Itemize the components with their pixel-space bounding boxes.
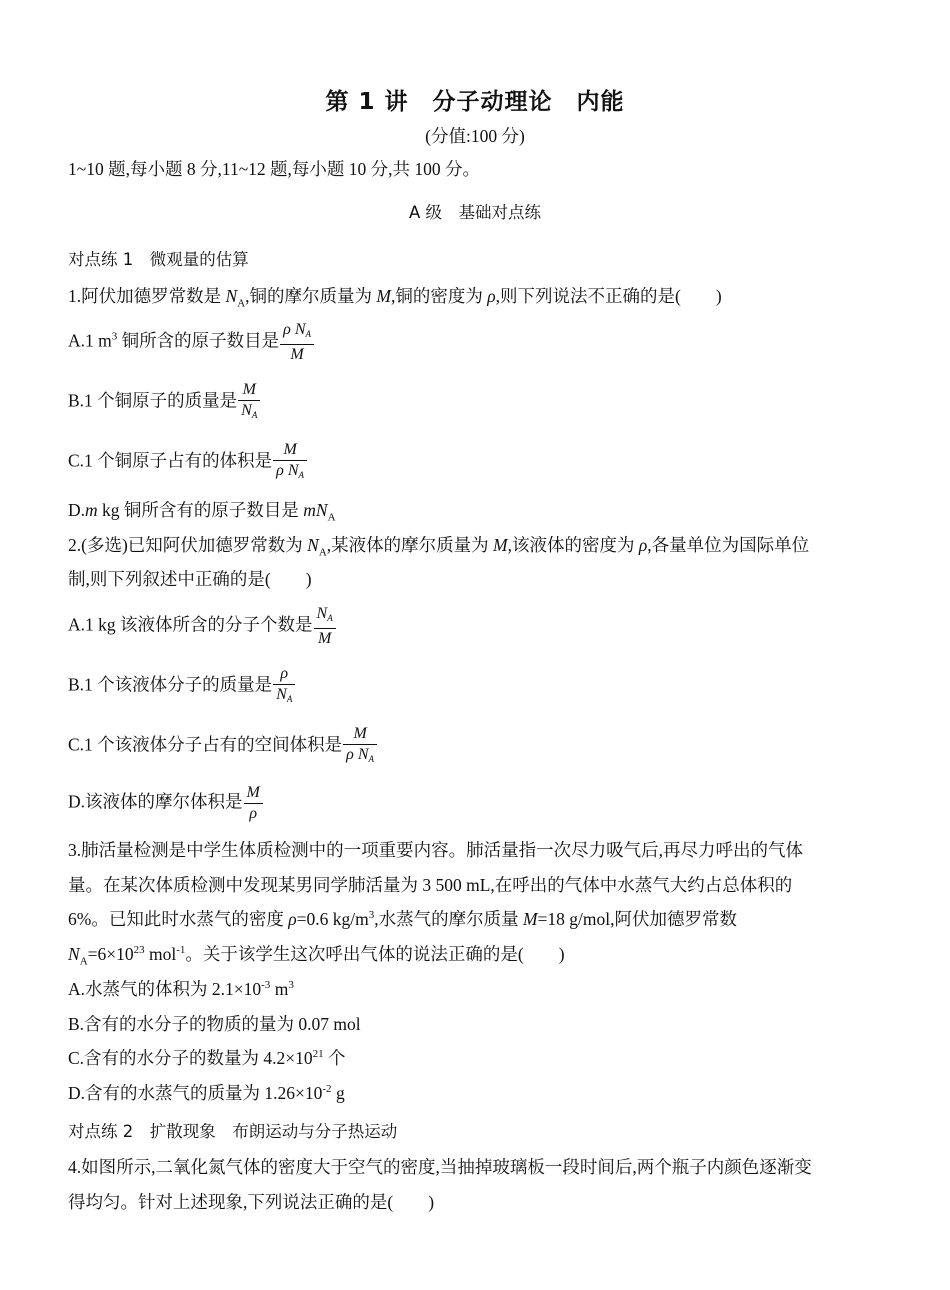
q4-line2: 得均匀。针对上述现象,下列说法正确的是( ) — [68, 1192, 435, 1212]
q1-option-b: B.1 个铜原子的质量是 $\frac{M}{NA}$ — [68, 380, 882, 425]
fraction: $\frac{M}{\text{ρ NA}}$ — [273, 440, 307, 485]
q3-line1: 3.肺活量检测是中学生体质检测中的一项重要内容。肺活量指一次尽力吸气后,再尽力呼出的气体 — [68, 840, 803, 860]
section-heading-2: 对点练 2 扩散现象 布朗运动与分子热运动 — [68, 1122, 398, 1141]
q3-line2: 量。在某次体质检测中发现某男同学肺活量为 3 500 mL,在呼出的气体中水蒸气大约占总体积的 — [68, 875, 793, 895]
fraction: $\frac{\rho}{NA}$ — [273, 664, 295, 709]
q2-option-c: C.1 个该液体分子占有的空间体积是 $\frac{M}{\text{ρ NA}}$ — [68, 724, 882, 769]
q2-option-a: A.1 kg 该液体所含的分子个数是 $\frac{NA}{M}$ — [68, 604, 882, 649]
q3-option-d: D.含有的水蒸气的质量为 $1.26\times 10^{-2}$ g — [68, 1083, 345, 1103]
q4-line1: 4.如图所示,二氧化氮气体的密度大于空气的密度,当抽掉玻璃板一段时间后,两个瓶子内颜色逐渐变 — [68, 1157, 812, 1177]
q2-stem-line2: 制,则下列叙述中正确的是( ) — [68, 569, 312, 589]
q2-option-d: D.该液体的摩尔体积是 $\frac{M}{\rho}$ — [68, 783, 882, 824]
fraction: $\frac{NA}{M}$ — [314, 604, 336, 649]
fraction: $\frac{M}{NA}$ — [238, 380, 260, 425]
score-note: (分值:100 分) — [425, 126, 525, 146]
level-heading: A 级 基础对点练 — [408, 203, 542, 222]
q3-line3: 6%。已知此时水蒸气的密度 ρ=0.6 $kg/m^3$,水蒸气的摩尔质量 M=18 g/mol,阿伏加德罗常数 — [68, 909, 737, 929]
q2-stem-line1: 2.(多选)已知阿伏加德罗常数为 $N_A$,某液体的摩尔质量为 M,该液体的密度为 ρ,各量单位为国际单位 — [68, 535, 810, 559]
fraction: $\frac{M}{\text{ρ NA}}$ — [343, 724, 377, 769]
q1-option-d: D.m kg 铜所含有的原子数目是 $mN_A$ — [68, 500, 336, 524]
fraction: $\frac{\text{ρ NA}}{M}$ — [280, 320, 314, 365]
q1-stem: 1.阿伏加德罗常数是 $N_A$,铜的摩尔质量为 M,铜的密度为 ρ,则下列说法不正确的是( ) — [68, 286, 722, 310]
q3-option-c: C.含有的水分子的数量为 $4.2\times 10^{21}$ 个 — [68, 1048, 346, 1068]
q3-line4: $N_A=6\times 10^{23}$ mol$^{-1}$。关于该学生这次呼出气体的说法正确的是( ) — [68, 944, 565, 968]
q3-option-b: B.含有的水分子的物质的量为 0.07 mol — [68, 1014, 361, 1034]
section-heading-1: 对点练 1 微观量的估算 — [68, 250, 249, 269]
q1-option-c: C.1 个铜原子占有的体积是 $\frac{M}{\text{ρ NA}}$ — [68, 440, 882, 485]
q3-option-a: A.水蒸气的体积为 $2.1\times 10^{-3}$ $m^3$ — [68, 979, 294, 999]
instructions: 1~10 题,每小题 8 分,11~12 题,每小题 10 分,共 100 分。 — [68, 159, 481, 179]
q1-option-a: A.1 $m^3$ 铜所含的原子数目是 $\frac{\text{ρ NA}}{M}$ — [68, 320, 882, 365]
q2-option-b: B.1 个该液体分子的质量是 $\frac{\rho}{NA}$ — [68, 664, 882, 709]
fraction: $\frac{M}{\rho}$ — [244, 783, 263, 824]
page-title: 第 1 讲 分子动理论 内能 — [325, 89, 625, 115]
